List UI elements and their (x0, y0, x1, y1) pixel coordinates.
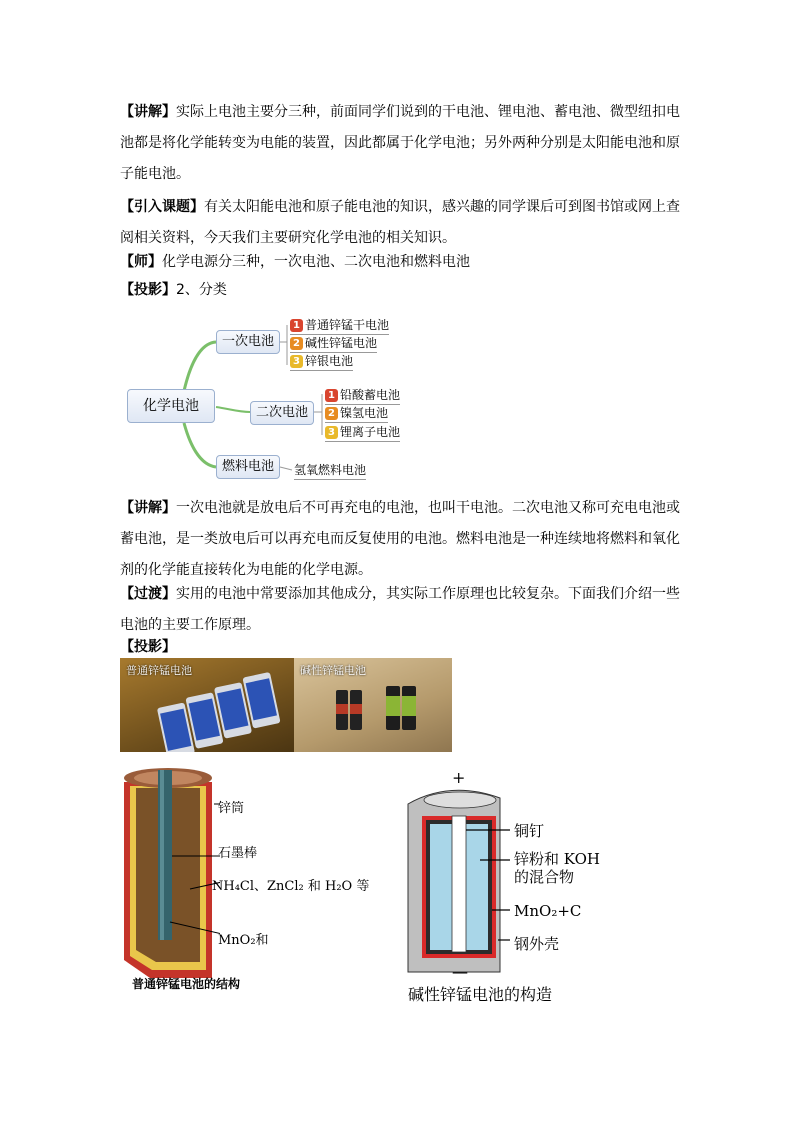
paragraph-text: 实用的电池中常要添加其他成分，其实际工作原理也比较复杂。下面我们介绍一些电池的主要工作原理。 (120, 586, 680, 633)
leaf-label: 碱性锌锰电池 (305, 336, 378, 350)
tag-label: 【过渡】 (120, 586, 176, 602)
leaf-secondary-3 (325, 424, 400, 440)
leaf-primary-1 (290, 317, 389, 333)
alkaline-cross-section-illustration (400, 776, 510, 986)
paragraph-intro-topic (120, 192, 680, 254)
paragraph-text: 一次电池就是放电后不可再充电的电池，也叫干电池。二次电池又称可充电电池或蓄电池，是一类放电后可以再充电而反复使用的电池。燃料电池是一种连续地将燃料和氧化剂的化学能直接转化为电能的化学电源。 (120, 500, 680, 578)
label-graphite-rod: 石墨棒 (218, 846, 258, 861)
diagram-ordinary-battery-structure (120, 764, 390, 996)
classification-mindmap (120, 305, 420, 485)
photo-alkaline-zinc-manganese-battery (294, 658, 452, 752)
branch-fuel-cell: 燃料电池 (216, 455, 280, 479)
battery-cross-section-illustration (120, 764, 220, 984)
photo-ordinary-zinc-manganese-battery (120, 658, 294, 752)
tag-label: 【讲解】 (120, 500, 176, 516)
paragraph-text: 实际上电池主要分三种，前面同学们说到的干电池、锂电池、蓄电池、微型纽扣电池都是将化学能转变为电能的装置，因此都属于化学电池；另外两种分别是太阳能电池和原子能电池。 (120, 104, 680, 182)
label-copper-nail: 铜钉 (514, 822, 545, 840)
paragraph-explanation-2 (120, 493, 680, 586)
leaf-label: 锌银电池 (305, 354, 354, 368)
number-badge-icon: 1 (325, 389, 338, 402)
paragraph-text: 2、分类 (176, 282, 227, 298)
mindmap-root: 化学电池 (127, 389, 215, 423)
leaf-label: 普通锌锰干电池 (305, 318, 390, 332)
label-mno2-c: MnO₂+C (514, 902, 582, 920)
label-minus-terminal: — (452, 962, 468, 981)
label-zinc-can: 锌筒 (218, 801, 245, 816)
paragraph-explanation-1 (120, 97, 680, 190)
tag-label: 【师】 (120, 254, 162, 270)
photo-caption: 普通锌锰电池 (126, 664, 192, 677)
paragraph-teacher (120, 247, 680, 278)
leaf-label: 锂离子电池 (340, 425, 401, 439)
paragraph-projection-1 (120, 275, 680, 306)
leaf-primary-2 (290, 335, 377, 351)
photo-caption: 碱性锌锰电池 (300, 664, 366, 677)
leaf-secondary-1 (325, 387, 400, 403)
leaf-primary-3 (290, 353, 353, 369)
leaf-label: 镍氢电池 (340, 406, 389, 420)
label-mno2: MnO₂和 (218, 933, 269, 948)
tag-label: 【引入课题】 (120, 199, 204, 215)
tag-label: 【投影】 (120, 282, 176, 298)
diagram-caption: 普通锌锰电池的结构 (132, 977, 241, 991)
tag-label: 【投影】 (120, 639, 176, 655)
leaf-label: 铅酸蓄电池 (340, 388, 401, 402)
leaf-fuel-1 (294, 462, 366, 478)
label-zinc-koh: 锌粉和 KOH (514, 850, 600, 868)
number-badge-icon: 2 (290, 337, 303, 350)
label-electrolyte: NH₄Cl、ZnCl₂ 和 H₂O 等 (212, 879, 370, 894)
number-badge-icon: 3 (290, 355, 303, 368)
number-badge-icon: 3 (325, 426, 338, 439)
paragraph-text: 有关太阳能电池和原子能电池的知识，感兴趣的同学课后可到图书馆或网上查阅相关资料，今天我们主要研究化学电池的相关知识。 (120, 199, 680, 246)
leaf-secondary-2 (325, 405, 388, 421)
leaf-label: 氢氧燃料电池 (294, 463, 367, 477)
number-badge-icon: 2 (325, 407, 338, 420)
branch-secondary-battery: 二次电池 (250, 401, 314, 425)
branch-primary-battery: 一次电池 (216, 330, 280, 354)
diagram-caption: 碱性锌锰电池的构造 (408, 985, 553, 1004)
diagram-alkaline-battery-structure (400, 770, 640, 1006)
tag-label: 【讲解】 (120, 104, 176, 120)
label-plus-terminal: + (452, 768, 466, 787)
number-badge-icon: 1 (290, 319, 303, 332)
paragraph-text: 化学电源分三种，一次电池、二次电池和燃料电池 (162, 254, 470, 270)
label-mixture: 的混合物 (514, 868, 575, 886)
label-steel-shell: 钢外壳 (514, 935, 560, 953)
